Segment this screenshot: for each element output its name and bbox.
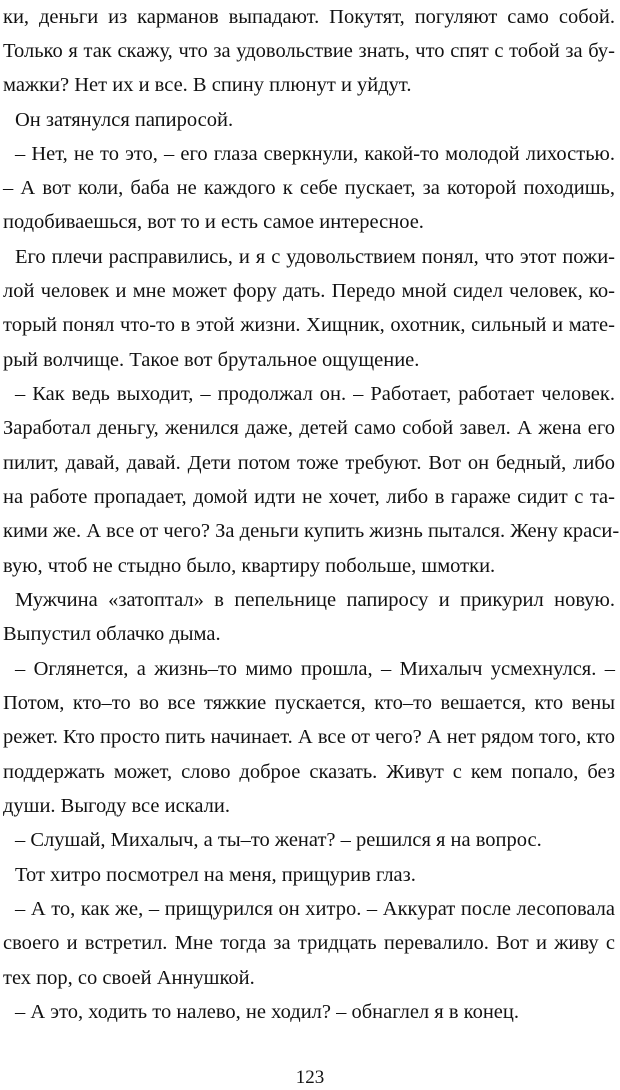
text-line: Заработал деньгу, женился даже, детей само собой завел. А жена его xyxy=(3,417,615,439)
text-line: Мужчина «затоптал» в пепельнице папиросу и прикурил новую. xyxy=(15,589,615,611)
text-line: кими же. А все от чего? За деньги купить жизнь пытался. Жену краси- xyxy=(3,520,620,542)
text-line: вую, чтоб не стыдно было, квартиру побольше, шмотки. xyxy=(3,555,496,577)
text-line: Он затянулся папиросой. xyxy=(15,109,234,131)
text-line: пилит, давай, давай. Дети потом тоже требуют. Вот он бедный, либо xyxy=(3,452,615,474)
text-line: Тот хитро посмотрел на меня, прищурив глаз. xyxy=(15,864,416,886)
text-line: – Нет, не то это, – его глаза сверкнули, какой-то молодой лихостью. xyxy=(15,143,615,165)
page-number: 123 xyxy=(295,1067,325,1088)
text-line: – Как ведь выходит, – продолжал он. – Работает, работает человек. xyxy=(15,383,615,405)
text-line: – Слушай, Михалыч, а ты–то женат? – решился я на вопрос. xyxy=(15,829,542,851)
text-line: мажки? Нет их и все. В спину плюнут и уйдут. xyxy=(3,74,412,96)
text-line: Выпустил облачко дыма. xyxy=(3,623,221,645)
text-line: на работе пропадает, домой идти не хочет, либо в гараже сидит с та- xyxy=(3,486,615,508)
text-line: своего и встретил. Мне тогда за тридцать перевалило. Вот и живу с xyxy=(3,932,615,954)
text-line: ки, деньги из карманов выпадают. Покутят, погуляют само собой. xyxy=(3,6,615,28)
text-line: торый понял что-то в этой жизни. Хищник, охотник, сильный и мате- xyxy=(3,314,615,336)
text-line: – А то, как же, – прищурился он хитро. – Аккурат после лесоповала xyxy=(15,898,615,920)
text-line: режет. Кто просто пить начинает. А все от чего? А нет рядом того, кто xyxy=(3,726,615,748)
text-line: Его плечи расправились, и я с удовольствием понял, что этот пожи- xyxy=(15,246,615,268)
text-line: Только я так скажу, что за удовольствие знать, что спят с тобой за бу- xyxy=(3,40,615,62)
text-line: – А это, ходить то налево, не ходил? – обнаглел я в конец. xyxy=(15,1001,519,1023)
text-line: лой человек и мне может фору дать. Передо мной сидел человек, ко- xyxy=(3,280,615,302)
text-line: – Оглянется, а жизнь–то мимо прошла, – Михалыч усмехнулся. – xyxy=(15,658,615,680)
text-line: рый волчище. Такое вот брутальное ощущение. xyxy=(3,349,420,371)
text-line: подобиваешься, вот то и есть самое интересное. xyxy=(3,211,424,233)
text-line: души. Выгоду все искали. xyxy=(3,795,230,817)
text-line: поддержать может, слово доброе сказать. Живут с кем попало, без xyxy=(3,761,615,783)
text-line: тех пор, со своей Аннушкой. xyxy=(3,967,255,989)
text-line: Потом, кто–то во все тяжкие пускается, кто–то вешается, кто вены xyxy=(3,692,615,714)
text-line: – А вот коли, баба не каждого к себе пускает, за которой походишь, xyxy=(3,177,615,199)
